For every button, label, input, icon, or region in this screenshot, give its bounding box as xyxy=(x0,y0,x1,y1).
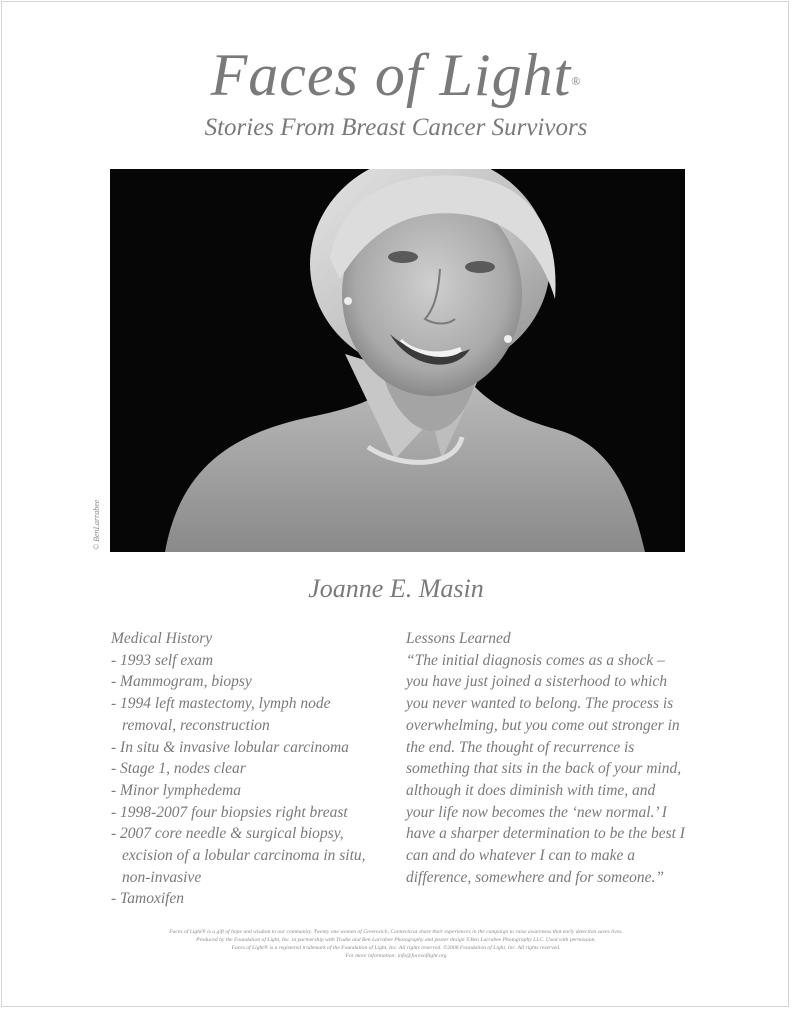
page-title xyxy=(0,42,792,108)
footer-credits xyxy=(0,928,792,960)
list-item: - In situ & invasive lobular carcinoma xyxy=(111,737,381,759)
survivor-name: Joanne E. Masin xyxy=(308,574,484,603)
lessons-learned-heading: Lessons Learned xyxy=(406,630,511,647)
portrait-photo xyxy=(110,169,685,552)
medical-history-heading: Medical History xyxy=(111,630,213,647)
list-item: - Mammogram, biopsy xyxy=(111,671,381,693)
footer-line: Faces of Light® is a registered trademark of the Foundation of Light, Inc. All rights reserved. ©2008 Foundation of Light, Inc. All rights reserved. xyxy=(231,945,561,951)
registered-mark: ® xyxy=(571,74,582,88)
photo-credit: © BenLarrabee xyxy=(92,499,101,550)
list-item: - 1998-2007 four biopsies right breast xyxy=(111,802,381,824)
footer-line: Faces of Light® is a gift of hope and wisdom to our community. Twenty one women of Greenwich, Connecticut share their experiences in the campaign to raise awareness that early detection saves lives. xyxy=(169,929,623,935)
lessons-learned-section xyxy=(406,628,686,888)
lessons-learned-quote: “The initial diagnosis comes as a shock – you have just joined a sisterhood to which you never wanted to belong. The process is overwhelming, but you come out stronger in the end. The thought of recurrence is something that sits in the back of your mind, although it does diminish with time, and your life now becomes the ‘new normal.’ I have a sharper determination to be the best I can and do whatever I can to make a difference, somewhere and for someone.” xyxy=(406,651,685,886)
footer-line: Produced by the Foundation of Light, Inc. in partnership with Trudie and Ben Larrabee Photography and poster design ©Ben Larrabee Photography LLC. Used with permission. xyxy=(196,937,596,943)
medical-history-section xyxy=(111,628,381,910)
page-subtitle: Stories From Breast Cancer Survivors xyxy=(204,114,588,141)
list-item: - Minor lymphedema xyxy=(111,780,381,802)
footer-line: For more information: info@facesoflight.org xyxy=(345,953,447,959)
title-text: Faces of Light xyxy=(210,42,572,108)
list-item: - 1993 self exam xyxy=(111,650,381,672)
list-item: - 1994 left mastectomy, lymph node removal, reconstruction xyxy=(111,693,381,736)
list-item: - Tamoxifen xyxy=(111,888,381,910)
list-item: - 2007 core needle & surgical biopsy, excision of a lobular carcinoma in situ, non-invasive xyxy=(111,823,381,888)
list-item: - Stage 1, nodes clear xyxy=(111,758,381,780)
medical-history-list xyxy=(111,650,381,910)
portrait-illustration xyxy=(110,169,685,552)
